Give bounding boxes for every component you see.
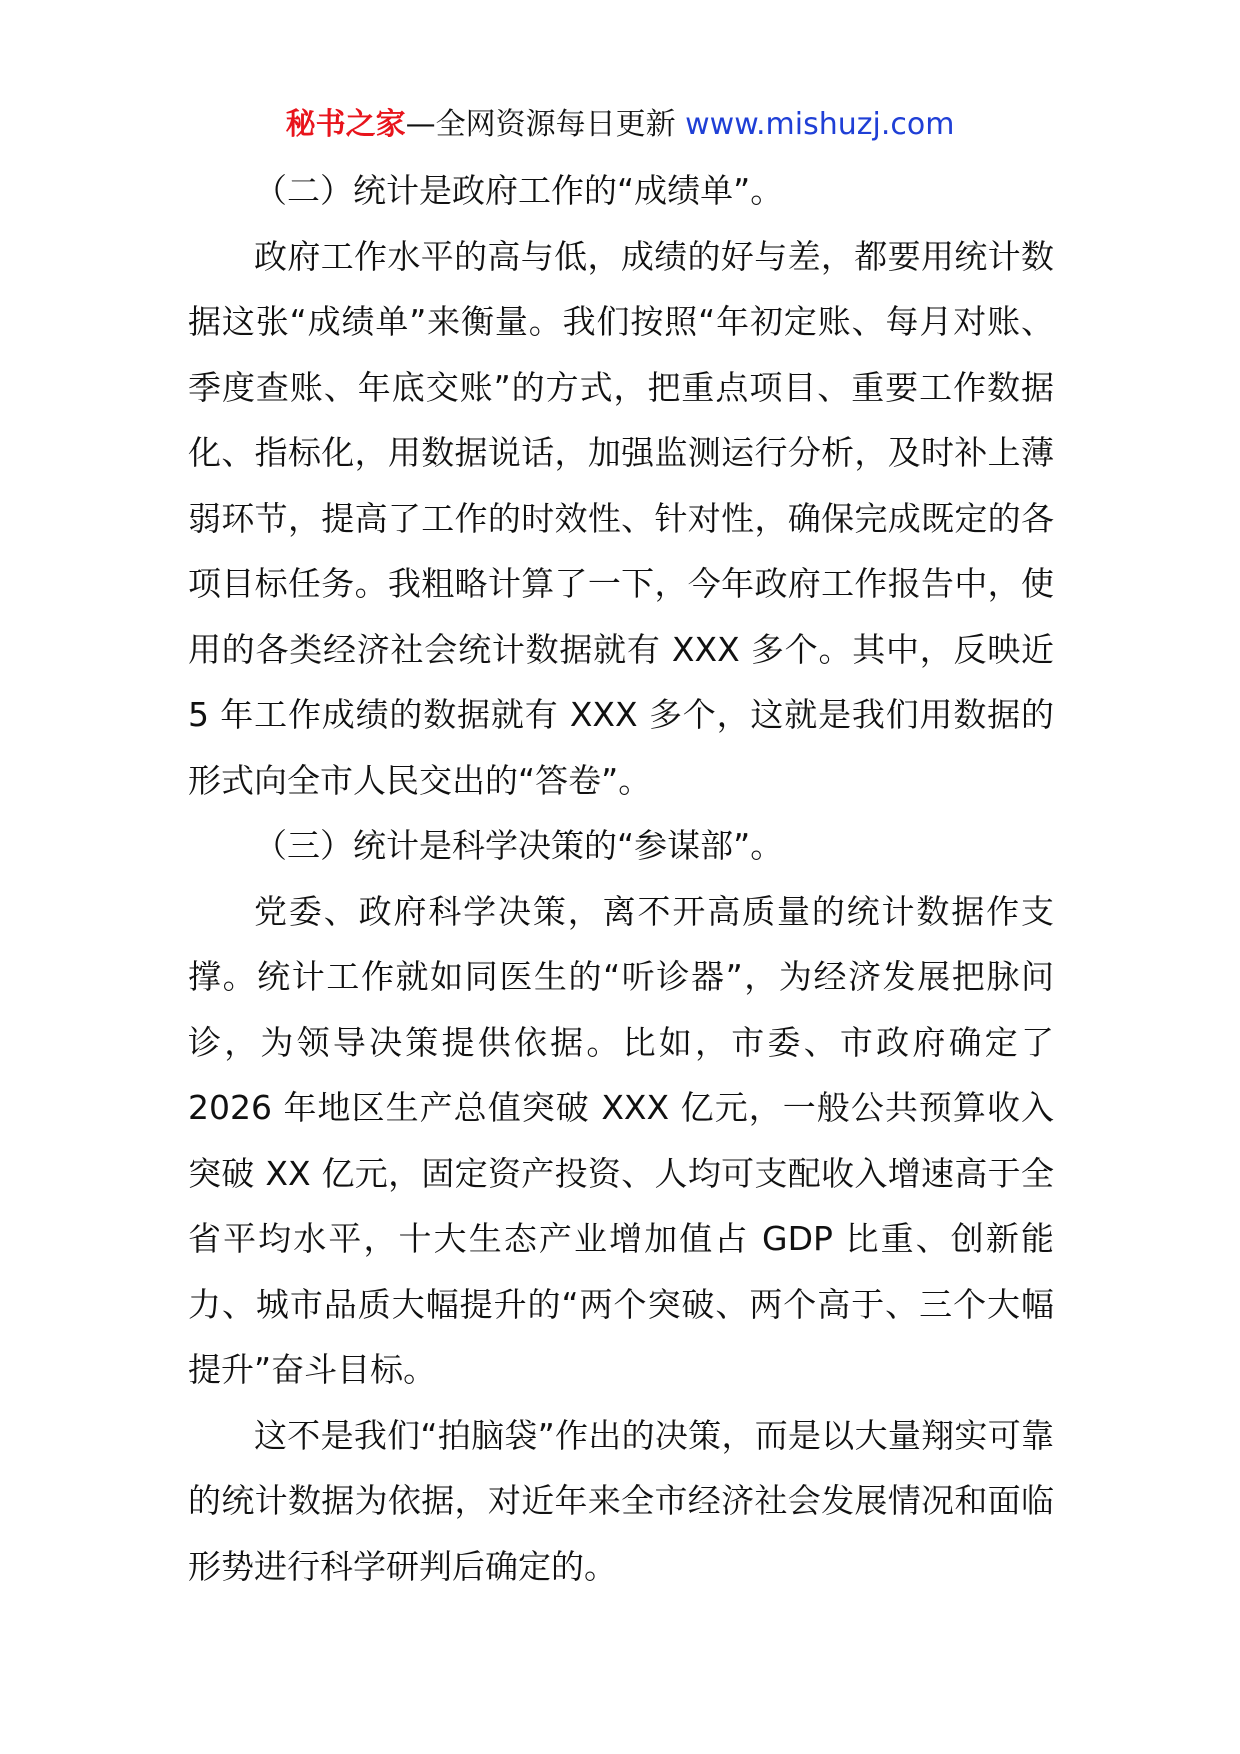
section-heading-3: （三）统计是科学决策的“参谋部”。 [254,826,784,865]
paragraph: 这不是我们“拍脑袋”作出的决策，而是以大量翔实可靠的统计数据为依据，对近年来全市经济社会发展情况和面临形势进行科学研判后确定的。 [188,1415,1054,1586]
site-header [0,100,1240,150]
paragraph: 政府工作水平的高与低，成绩的好与差，都要用统计数据这张“成绩单”来衡量。我们按照“年初定账、每月对账、季度查账、年底交账”的方式，把重点项目、重要工作数据化、指标化，用数据说话，加强监测运行分析，及时补上薄弱环节，提高了工作的时效性、针对性，确保完成既定的各项目标任务。我粗略计算了一下，今年政府工作报告中，使用的各类经济社会统计数据就有 XXX 多个。其中，反映近 5 年工作成绩的数据就有 XXX 多个，这就是我们用数据的形式向全市人民交出的“答卷”。 [188,236,1054,800]
brand-name: 秘书之家 [285,107,406,142]
document-body [188,158,1054,1599]
paragraph: 党委、政府科学决策，离不开高质量的统计数据作支撑。统计工作就如同医生的“听诊器”，为经济发展把脉问诊，为领导决策提供依据。比如，市委、市政府确定了 2026 年地区生产总值突破 XXX 亿元，一般公共预算收入突破 XX 亿元，固定资产投资、人均可支配收入增速高于全省平均水平，十大生态产业增加值占 GDP 比重、创新能力、城市品质大幅提升的“两个突破、两个高于、三个大幅提升”奋斗目标。 [188,891,1054,1389]
site-url-link[interactable]: www.mishuzj.com [685,107,955,142]
section-heading-2: （二）统计是政府工作的“成绩单”。 [254,171,784,210]
header-tagline: —全网资源每日更新 [405,107,686,142]
